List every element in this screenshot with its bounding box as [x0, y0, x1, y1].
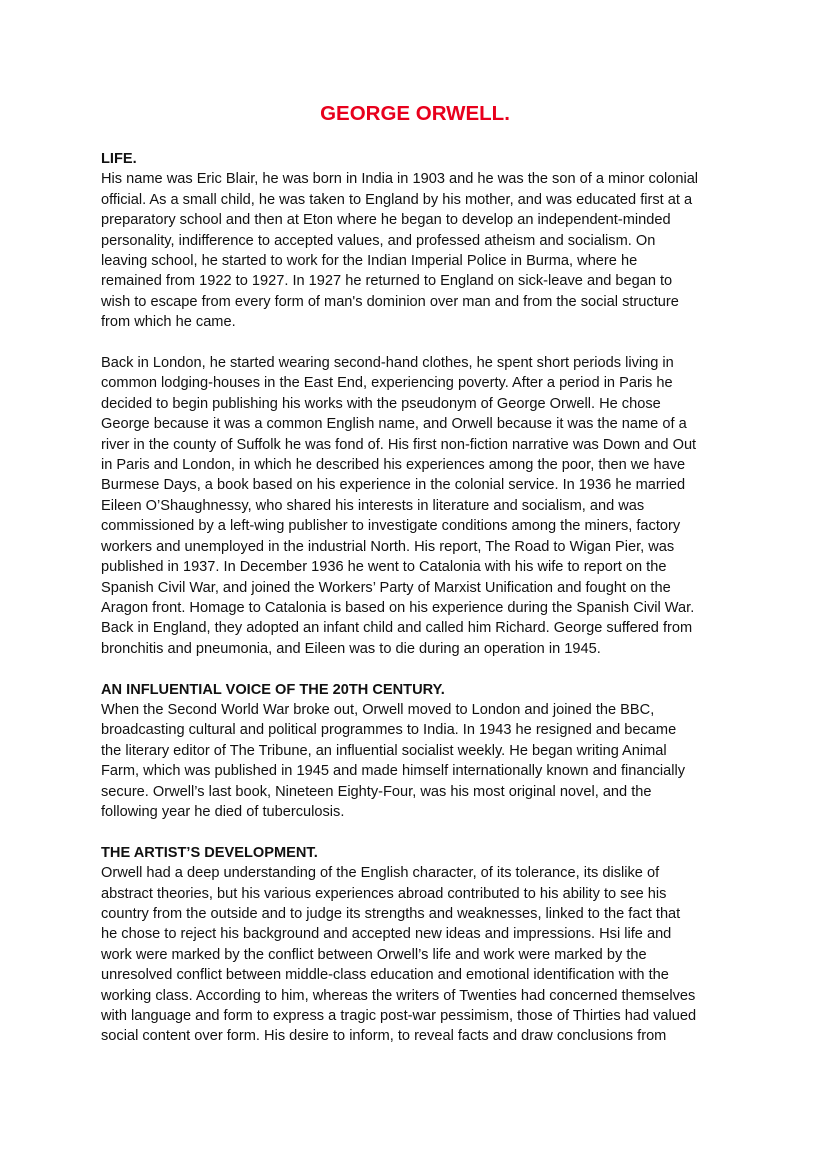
section-heading: THE ARTIST’S DEVELOPMENT. [101, 844, 318, 861]
text-line: common lodging-houses in the East End, experiencing poverty. After a period in Paris he [101, 375, 673, 392]
text-line: When the Second World War broke out, Orwell moved to London and joined the BBC, [101, 701, 655, 718]
text-line: His name was Eric Blair, he was born in India in 1903 and he was the son of a minor colonial [101, 171, 699, 188]
text-line: from which he came. [101, 314, 236, 331]
text-line: George because it was a common English name, and Orwell because it was the name of a [101, 416, 687, 433]
text-line: Aragon front. Homage to Catalonia is based on his experience during the Spanish Civil War. [101, 599, 695, 616]
section-heading: AN INFLUENTIAL VOICE OF THE 20TH CENTURY. [101, 681, 445, 698]
document-body [101, 149, 741, 1047]
text-line: remained from 1922 to 1927. In 1927 he returned to England on sick-leave and began to [101, 273, 673, 290]
paragraph [101, 863, 741, 1047]
text-line: following year he died of tuberculosis. [101, 803, 345, 820]
text-line: Farm, which was published in 1945 and made himself internationally known and financially [101, 763, 686, 780]
text-line: decided to begin publishing his works with the pseudonym of George Orwell. He chose [101, 395, 661, 412]
text-line: personality, indifference to accepted values, and professed atheism and socialism. On [101, 232, 656, 249]
text-line: work were marked by the conflict between Orwell’s life and work were marked by the [101, 946, 647, 963]
text-line: secure. Orwell’s last book, Nineteen Eighty-Four, was his most original novel, and the [101, 783, 652, 800]
text-line: commissioned by a left-wing publisher to investigate conditions among the miners, factory [101, 518, 681, 535]
paragraph [101, 169, 741, 332]
text-line: wish to escape from every form of man's dominion over man and from the social structure [101, 293, 679, 310]
text-line: country from the outside and to judge its strengths and weaknesses, linked to the fact that [101, 905, 681, 922]
text-line: Eileen O’Shaughnessy, who shared his interests in literature and socialism, and was [101, 497, 645, 514]
text-line: leaving school, he started to work for the Indian Imperial Police in Burma, where he [101, 253, 638, 270]
section-heading: LIFE. [101, 151, 137, 167]
section-spacer [101, 659, 741, 679]
text-line: social content over form. His desire to inform, to reveal facts and draw conclusions from [101, 1028, 667, 1045]
text-line: published in 1937. In December 1936 he went to Catalonia with his wife to report on the [101, 559, 667, 576]
text-line: workers and unemployed in the industrial North. His report, The Road to Wigan Pier, was [101, 538, 675, 555]
text-line: Back in London, he started wearing second-hand clothes, he spent short periods living in [101, 355, 674, 372]
text-line: Back in England, they adopted an infant child and called him Richard. George suffered from [101, 620, 693, 637]
text-line: river in the county of Suffolk he was fond of. His first non-fiction narrative was Down and Out [101, 436, 697, 453]
text-line: preparatory school and then at Eton where he began to develop an independent-minded [101, 212, 671, 229]
text-line: Orwell had a deep understanding of the English character, of its tolerance, its dislike of [101, 865, 660, 882]
text-line: broadcasting cultural and political programmes to India. In 1943 he resigned and became [101, 722, 677, 739]
document-title: GEORGE ORWELL. [320, 102, 510, 125]
text-line: the literary editor of The Tribune, an influential socialist weekly. He began writing Animal [101, 742, 667, 759]
text-line: Burmese Days, a book based on his experience in the colonial service. In 1936 he married [101, 477, 686, 494]
text-line: unresolved conflict between middle-class education and emotional identification with the [101, 967, 669, 984]
text-line: working class. According to him, whereas the writers of Twenties had concerned themselves [101, 987, 696, 1004]
text-line: official. As a small child, he was taken to England by his mother, and was educated first at a [101, 191, 693, 208]
paragraph [101, 353, 741, 659]
text-line: with language and form to express a tragic post-war pessimism, those of Thirties had valued [101, 1008, 697, 1025]
text-line: Spanish Civil War, and joined the Workers’ Party of Marxist Unification and fought on the [101, 579, 671, 596]
text-line: abstract theories, but his various experiences abroad contributed to his ability to see his [101, 885, 667, 902]
section-spacer [101, 822, 741, 842]
text-line: bronchitis and pneumonia, and Eileen was to die during an operation in 1945. [101, 640, 601, 657]
text-line: he chose to reject his background and accepted new ideas and impressions. Hsi life and [101, 926, 672, 943]
text-line: in Paris and London, in which he described his experiences among the poor, then we have [101, 457, 686, 474]
paragraph-spacer [101, 333, 741, 353]
paragraph [101, 700, 741, 822]
